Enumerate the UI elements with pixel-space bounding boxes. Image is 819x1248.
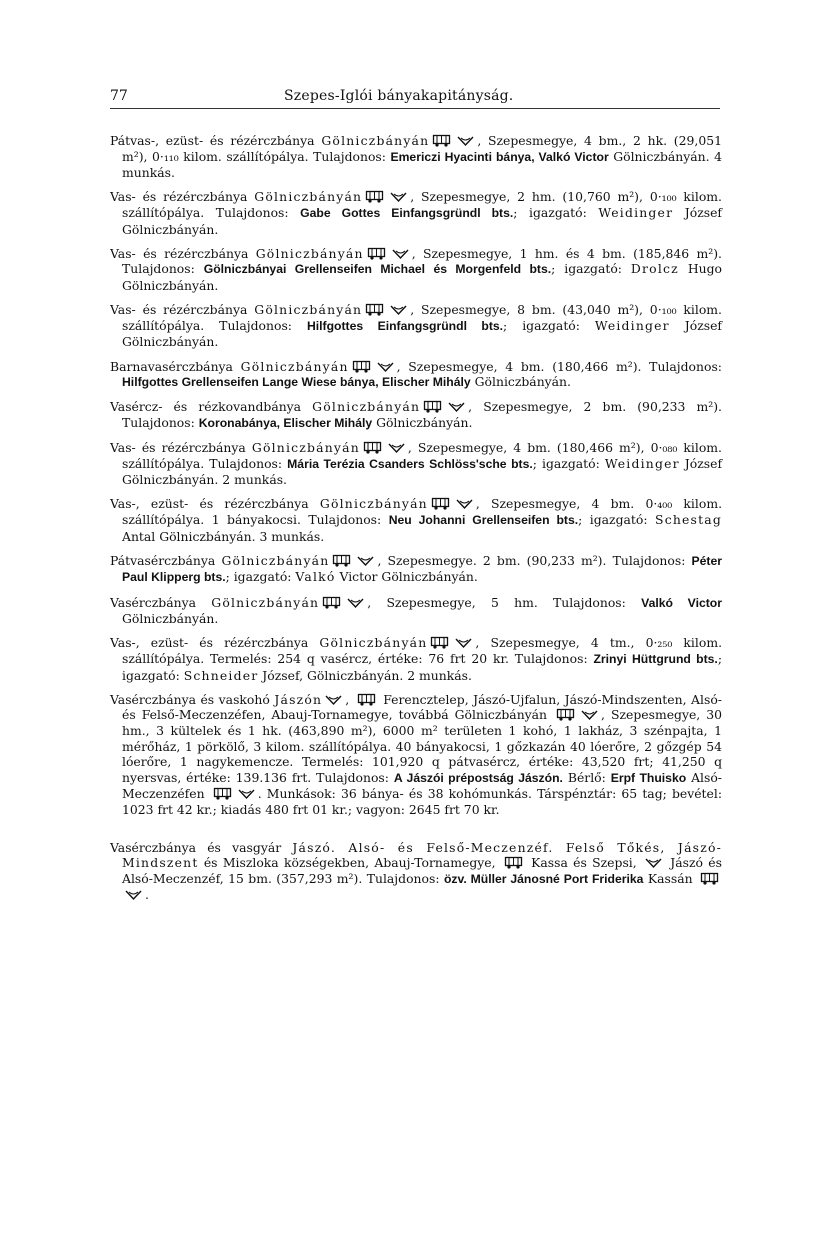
entry-text: Vas- és rézérczbánya bbox=[110, 245, 256, 261]
railway-station-icon bbox=[322, 596, 341, 609]
entry-list bbox=[110, 133, 722, 911]
entry-text: Vas-, ezüst- és rézérczbánya bbox=[110, 496, 320, 512]
post-office-icon bbox=[645, 858, 662, 869]
entry-text: ; igazgató: bbox=[551, 261, 631, 277]
entry-text: ; igazgató: bbox=[225, 569, 296, 585]
entry-text: ; igazgató: bbox=[513, 204, 599, 220]
place-name: Jászó. Alsó- és Felső-Meczenzéf. Felső Tőkés, Jászó-Mindszent bbox=[122, 839, 722, 871]
entry-text: Jászó és Alsó-Meczenzéf, 15 bm. (357,293 m²). Tulajdonos: bbox=[122, 855, 722, 886]
post-office-icon bbox=[455, 638, 472, 649]
entry-text: és Miszloka községekben, Abauj-Tornamegye, bbox=[198, 855, 501, 871]
owner-name: Gabe Gottes Einfangsgründl bts. bbox=[300, 205, 514, 220]
place-name: Gölniczbányán bbox=[319, 635, 428, 651]
owner-name: Neu Johanni Grellenseifen bts. bbox=[388, 513, 579, 528]
railway-station-icon bbox=[556, 708, 575, 721]
entry-text: , Szepesmegye, 4 bm., 2 hk. (29,051 m²), 0·₁₁₀ kilom. szállítópálya. Tulajdonos: bbox=[122, 133, 722, 164]
entry-text: ; igazgató: bbox=[578, 512, 655, 528]
post-office-icon bbox=[347, 598, 364, 609]
entry-text: Hugo Gölniczbányán. bbox=[122, 261, 722, 293]
entry-text: . bbox=[145, 887, 149, 903]
railway-station-icon bbox=[352, 360, 371, 373]
entry-text: Vas- és rézérczbánya bbox=[110, 302, 255, 318]
place-name: Gölniczbányán bbox=[221, 552, 330, 568]
mine-entry bbox=[110, 133, 722, 181]
railway-station-icon bbox=[430, 636, 449, 649]
mine-entry bbox=[110, 692, 722, 818]
place-name: Gölniczbányán bbox=[319, 496, 428, 512]
entry-text: Vasérczbánya és vasgyár bbox=[110, 839, 293, 855]
post-office-icon bbox=[388, 443, 405, 454]
owner-name: Emericzi Hyacinti bánya, Valkó Victor bbox=[390, 149, 609, 164]
railway-station-icon bbox=[213, 787, 232, 800]
mine-entry bbox=[110, 635, 722, 683]
entry-text: Gölniczbányán. bbox=[470, 374, 571, 390]
mine-entry bbox=[110, 553, 722, 586]
owner-name: Hilfgottes Grellenseifen Lange Wiese bánya, Elischer Mihály bbox=[122, 375, 471, 390]
running-title: Szepes-Iglói bányakapitányság. bbox=[284, 88, 514, 104]
entry-text: Pátvas-, ezüst- és rézérczbánya bbox=[110, 133, 322, 148]
post-office-icon bbox=[392, 249, 409, 260]
entry-text: Gölniczbányán. bbox=[372, 414, 473, 430]
post-office-icon bbox=[456, 499, 473, 510]
entry-text: , Szepesmegye, 4 bm. (180,466 m²). Tulajdonos: bbox=[396, 358, 722, 374]
mine-entry bbox=[110, 359, 722, 391]
post-office-icon bbox=[125, 890, 142, 901]
entry-text: Vasércz- és rézkovandbánya bbox=[110, 399, 313, 415]
place-name: Gölniczbányán bbox=[254, 189, 363, 205]
entry-text: Kassa és Szepsi, bbox=[525, 855, 642, 871]
entry-text: Pátvasérczbánya bbox=[110, 552, 222, 568]
entry-text: , Szepesmegye, 2 bm. (90,233 m²). Tulajdonos: bbox=[122, 399, 722, 430]
mine-entry bbox=[110, 302, 722, 350]
entry-text: Barnavasérczbánya bbox=[110, 358, 241, 374]
entry-text: ; igazgató: bbox=[503, 317, 595, 333]
place-name: Gölniczbányán bbox=[240, 358, 349, 374]
place-name: Valkó bbox=[295, 569, 336, 585]
entry-text: , Szepesmegye, 30 hm., 3 kültelek és 1 hk. (463,890 m²), 6000 m² területen 1 kohó, 1 lakház, 3 szénpajta, 1 mérőház, 1 pörkölő, 3 kilom. szállítópálya. 40 bányakocsi, 1 gőzkazán 40 lóerőre, 2 gőzgép 54 lóerőre, 1 nagykemencze. Termelés: 101,920 q pátvasércz, értéke: 43,520 frt; 41,250 q nyersvas, értéke: 139.136 frt. Tulajdonos: bbox=[122, 707, 723, 785]
post-office-icon bbox=[457, 136, 474, 147]
place-name: Drolcz bbox=[630, 261, 679, 277]
owner-name: özv. Müller Jánosné Port Friderika bbox=[443, 871, 644, 886]
post-office-icon bbox=[390, 192, 407, 203]
mine-entry bbox=[110, 189, 722, 237]
entry-text: Gölniczbányán. 4 munkás. bbox=[122, 148, 722, 181]
entry-text: Vasérczbánya bbox=[110, 594, 212, 610]
entry-text: Antal Gölniczbányán. 3 munkás. bbox=[122, 528, 325, 544]
post-office-icon bbox=[357, 556, 374, 567]
place-name: Gölniczbányán bbox=[312, 399, 421, 415]
entry-text: , Szepesmegye, 8 bm. (43,040 m²), 0·₁₀₀ kilom. szállítópálya. Tulajdonos: bbox=[122, 302, 722, 333]
place-name: Gölniczbányán bbox=[211, 594, 320, 610]
entry-text: Bérlő: bbox=[562, 769, 611, 785]
entry-text: , Szepesmegye, 2 hm. (10,760 m²), 0·₁₀₀ kilom. szállítópálya. Tulajdonos: bbox=[122, 189, 722, 220]
entry-text: Gölniczbányán. bbox=[122, 611, 219, 627]
railway-station-icon bbox=[700, 872, 719, 885]
entry-text: , Szepesmegye, 4 bm. 0·₄₀₀ kilom. szállítópálya. 1 bányakocsi. Tulajdonos: bbox=[122, 496, 723, 528]
entry-text: ; igazgató: bbox=[122, 650, 722, 683]
owner-name: Koronabánya, Elischer Mihály bbox=[198, 415, 373, 430]
place-name: Weidinger bbox=[594, 317, 670, 333]
place-name: Gölniczbányán bbox=[251, 440, 360, 456]
owner-name: Valkó Victor bbox=[641, 595, 722, 610]
entry-text: Vas- és rézérczbánya bbox=[110, 440, 252, 456]
post-office-icon bbox=[325, 695, 342, 706]
entry-text: ; igazgató: bbox=[532, 455, 605, 471]
owner-name: Hilfgottes Einfangsgründl bts. bbox=[306, 318, 504, 333]
place-name: Gölniczbányán bbox=[254, 302, 363, 318]
entry-text: Ferencztelep, Jászó-Ujfalun, Jászó-Mindszenten, Alsó- és Felső-Meczenzéfen, Abauj-Tornamegye, továbbá Gölniczbányán bbox=[122, 691, 722, 723]
railway-station-icon bbox=[504, 856, 523, 869]
owner-name: Erpf Thuisko bbox=[610, 770, 687, 785]
post-office-icon bbox=[238, 789, 255, 800]
mine-entry bbox=[110, 595, 722, 627]
entry-text: , Szepesmegye, 1 hm. és 4 bm. (185,846 m²). Tulajdonos: bbox=[122, 245, 722, 277]
entry-text: Vas-, ezüst- és rézérczbánya bbox=[110, 635, 320, 651]
railway-station-icon bbox=[423, 400, 442, 413]
mine-entry bbox=[110, 440, 722, 488]
owner-name: A Jászói prépostság Jászón. bbox=[393, 770, 563, 785]
post-office-icon bbox=[581, 710, 598, 721]
entry-text: Alsó-Meczenzéfen bbox=[122, 769, 722, 802]
mine-entry bbox=[110, 246, 722, 294]
owner-name: Zrinyi Hüttgrund bts. bbox=[593, 651, 718, 666]
railway-station-icon bbox=[431, 497, 450, 510]
post-office-icon bbox=[377, 362, 394, 373]
place-name: Weidinger bbox=[598, 204, 674, 220]
railway-station-icon bbox=[365, 303, 384, 316]
entry-text: József Gölniczbányán. bbox=[122, 204, 723, 237]
mine-entry bbox=[110, 496, 722, 544]
mine-entry bbox=[110, 399, 722, 431]
place-name: Weidinger bbox=[604, 455, 680, 471]
entry-text: , Szepesmegye, 5 hm. Tulajdonos: bbox=[367, 594, 642, 610]
entry-text: , Szepesmegye. 2 bm. (90,233 m²). Tulajdonos: bbox=[377, 552, 692, 568]
post-office-icon bbox=[390, 305, 407, 316]
header-rule bbox=[110, 108, 720, 109]
owner-name: Péter Paul Klipperg bts. bbox=[122, 553, 722, 585]
mine-entry bbox=[110, 840, 722, 903]
entry-text: Vasérczbánya és vaskohó bbox=[110, 691, 275, 707]
place-name: Schestag bbox=[655, 512, 722, 528]
place-name: Gölniczbányán bbox=[255, 245, 364, 261]
place-name: Gölniczbányán bbox=[321, 133, 430, 148]
entry-text: József, Gölniczbányán. 2 munkás. bbox=[258, 667, 472, 683]
entry-text: József Gölniczbányán. 2 munkás. bbox=[122, 455, 723, 488]
page-number: 77 bbox=[110, 88, 128, 104]
entry-text: . Munkások: 36 bánya- és 38 kohómunkás. Társpénztár: 65 tag; bevétel: 1023 frt 42 kr.; kiadás 480 frt 01 kr.; vagyon: 2645 frt 70 kr. bbox=[122, 786, 722, 817]
railway-station-icon bbox=[365, 190, 384, 203]
page-header bbox=[110, 84, 720, 114]
entry-text: , bbox=[345, 691, 354, 707]
railway-station-icon bbox=[432, 134, 451, 147]
place-name: Schneider bbox=[183, 667, 259, 683]
railway-station-icon bbox=[363, 441, 382, 454]
entry-text: Vas- és rézérczbánya bbox=[110, 189, 255, 205]
place-name: Jászón bbox=[274, 691, 323, 707]
entry-text: Victor Gölniczbányán. bbox=[335, 569, 478, 585]
owner-name: Mária Terézia Csanders Schlöss'sche bts. bbox=[287, 456, 533, 471]
entry-text: József Gölniczbányán. bbox=[122, 317, 723, 350]
railway-station-icon bbox=[367, 247, 386, 260]
post-office-icon bbox=[448, 402, 465, 413]
railway-station-icon bbox=[332, 554, 351, 567]
entry-text: , Szepesmegye, 4 tm., 0·₂₅₀ kilom. szállítópálya. Termelés: 254 q vasércz, értéke: 76 frt 20 kr. Tulajdonos: bbox=[122, 635, 723, 666]
railway-station-icon bbox=[357, 693, 376, 706]
owner-name: Gölniczbányai Grellenseifen Michael és Morgenfeld bts. bbox=[203, 262, 552, 277]
entry-text: , Szepesmegye, 4 bm. (180,466 m²), 0·₀₈₀ kilom. szállítópálya. Tulajdonos: bbox=[122, 440, 722, 471]
entry-text: Kassán bbox=[643, 870, 697, 886]
